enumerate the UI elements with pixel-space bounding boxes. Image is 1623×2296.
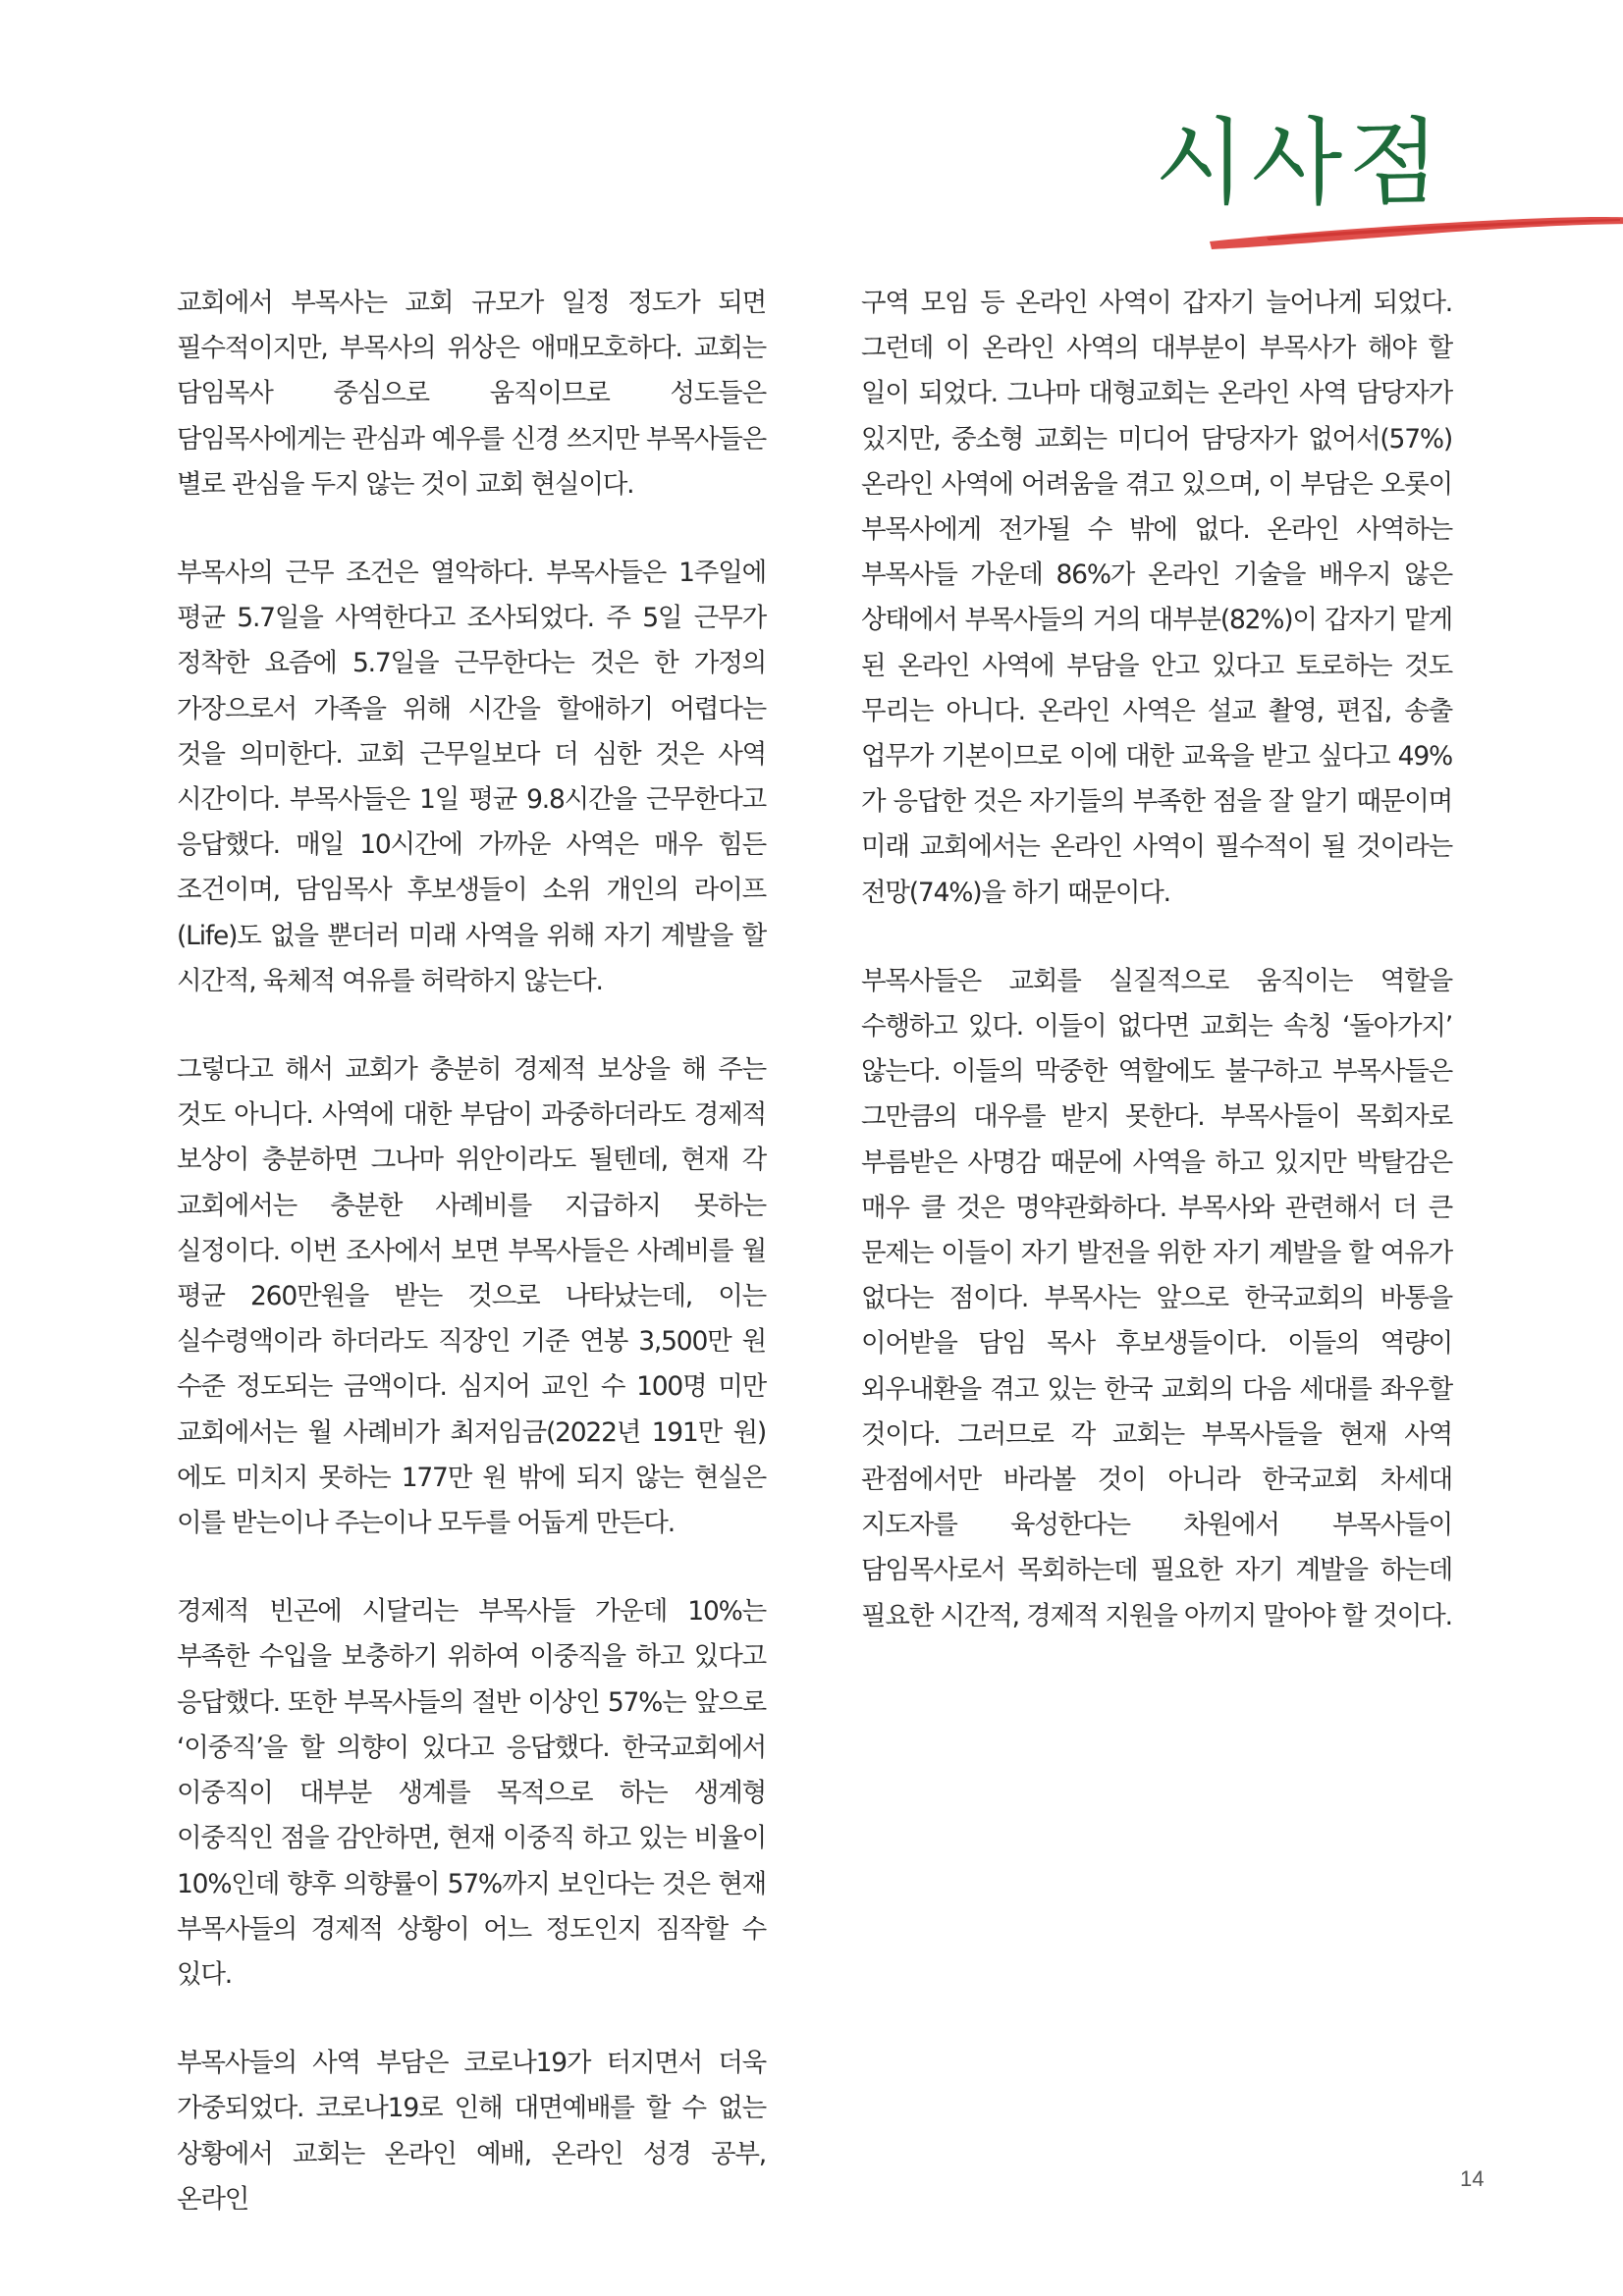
page-header: [1080, 98, 1571, 255]
paragraph: 구역 모임 등 온라인 사역이 갑자기 늘어나게 되었다. 그런데 이 온라인 사역의 대부분이 부목사가 해야 할 일이 되었다. 그나마 대형교회는 온라인 사역 담당자가 있지만, 중소형 교회는 미디어 담당자가 없어서(57%) 온라인 사역에 어려움을 겪고 있으며, 이 부담은 오롯이 부목사에게 전가될 수 밖에 없다. 온라인 사역하는 부목사들 가운데 86%가 온라인 기술을 배우지 않은 상태에서 부목사들의 거의 대부분(82%)이 갑자기 맡게 된 온라인 사역에 부담을 안고 있다고 토로하는 것도 무리는 아니다. 온라인 사역은 설교 촬영, 편집, 송출 업무가 기본이므로 이에 대한 교육을 받고 싶다고 49%가 응답한 것은 자기들의 부족한 점을 잘 알기 때문이며 미래 교회에서는 온라인 사역이 필수적이 될 것이라는 전망(74%)을 하기 때문이다.: [861, 288, 1452, 908]
page-number: 14: [1460, 2166, 1485, 2191]
right-column: [861, 281, 1452, 1682]
paragraph: 경제적 빈곤에 시달리는 부목사들 가운데 10%는 부족한 수입을 보충하기 위하여 이중직을 하고 있다고 응답했다. 또한 부목사들의 절반 이상인 57%는 앞으로 ‘이중직’을 할 의향이 있다고 응답했다. 한국교회에서 이중직이 대부분 생계를 목적으로 하는 생계형 이중직인 점을 감안하면, 현재 이중직 하고 있는 비율이 10%인데 향후 의향률이 57%까지 보인다는 것은 현재 부목사들의 경제적 상황이 어느 정도인지 짐작할 수 있다.: [177, 1596, 766, 1990]
paragraph: 부목사의 근무 조건은 열악하다. 부목사들은 1주일에 평균 5.7일을 사역한다고 조사되었다. 주 5일 근무가 정착한 요즘에 5.7일을 근무한다는 것은 한 가정의 가장으로서 가족을 위해 시간을 할애하기 어렵다는 것을 의미한다. 교회 근무일보다 더 심한 것은 사역 시간이다. 부목사들은 1일 평균 9.8시간을 근무한다고 응답했다. 매일 10시간에 가까운 사역은 매우 힘든 조건이며, 담임목사 후보생들이 소위 개인의 라이프(Life)도 없을 뿐더러 미래 사역을 위해 자기 계발을 할 시간적, 육체적 여유를 허락하지 않는다.: [177, 558, 766, 996]
left-column: [177, 281, 766, 2266]
red-brush-stroke: [1208, 204, 1623, 253]
section-title: 시사점: [1154, 108, 1445, 218]
paragraph: 부목사들의 사역 부담은 코로나19가 터지면서 더욱 가중되었다. 코로나19로 인해 대면예배를 할 수 없는 상황에서 교회는 온라인 예배, 온라인 성경 공부, 온라인: [177, 2048, 766, 2215]
paragraph: 교회에서 부목사는 교회 규모가 일정 정도가 되면 필수적이지만, 부목사의 위상은 애매모호하다. 교회는 담임목사 중심으로 움직이므로 성도들은 담임목사에게는 관심과 예우를 신경 쓰지만 부목사들은 별로 관심을 두지 않는 것이 교회 현실이다.: [177, 288, 766, 500]
paragraph: 부목사들은 교회를 실질적으로 움직이는 역할을 수행하고 있다. 이들이 없다면 교회는 속칭 ‘돌아가지’ 않는다. 이들의 막중한 역할에도 불구하고 부목사들은 그만큼의 대우를 받지 못한다. 부목사들이 목회자로 부름받은 사명감 때문에 사역을 하고 있지만 박탈감은 매우 클 것은 명약관화하다. 부목사와 관련해서 더 큰 문제는 이들이 자기 발전을 위한 자기 계발을 할 여유가 없다는 점이다. 부목사는 앞으로 한국교회의 바통을 이어받을 담임 목사 후보생들이다. 이들의 역량이 외우내환을 겪고 있는 한국 교회의 다음 세대를 좌우할 것이다. 그러므로 각 교회는 부목사들을 현재 사역 관점에서만 바라볼 것이 아니라 한국교회 차세대 지도자를 육성한다는 차원에서 부목사들이 담임목사로서 목회하는데 필요한 자기 계발을 하는데 필요한 시간적, 경제적 지원을 아끼지 말아야 할 것이다.: [861, 965, 1452, 1631]
paragraph: 그렇다고 해서 교회가 충분히 경제적 보상을 해 주는 것도 아니다. 사역에 대한 부담이 과중하더라도 경제적 보상이 충분하면 그나마 위안이라도 될텐데, 현재 각 교회에서는 충분한 사례비를 지급하지 못하는 실정이다. 이번 조사에서 보면 부목사들은 사례비를 월 평균 260만원을 받는 것으로 나타났는데, 이는 실수령액이라 하더라도 직장인 기준 연봉 3,500만 원 수준 정도되는 금액이다. 심지어 교인 수 100명 미만 교회에서는 월 사례비가 최저임금(2022년 191만 원)에도 미치지 못하는 177만 원 밖에 되지 않는 현실은 이를 받는이나 주는이나 모두를 어둡게 만든다.: [177, 1054, 766, 1539]
